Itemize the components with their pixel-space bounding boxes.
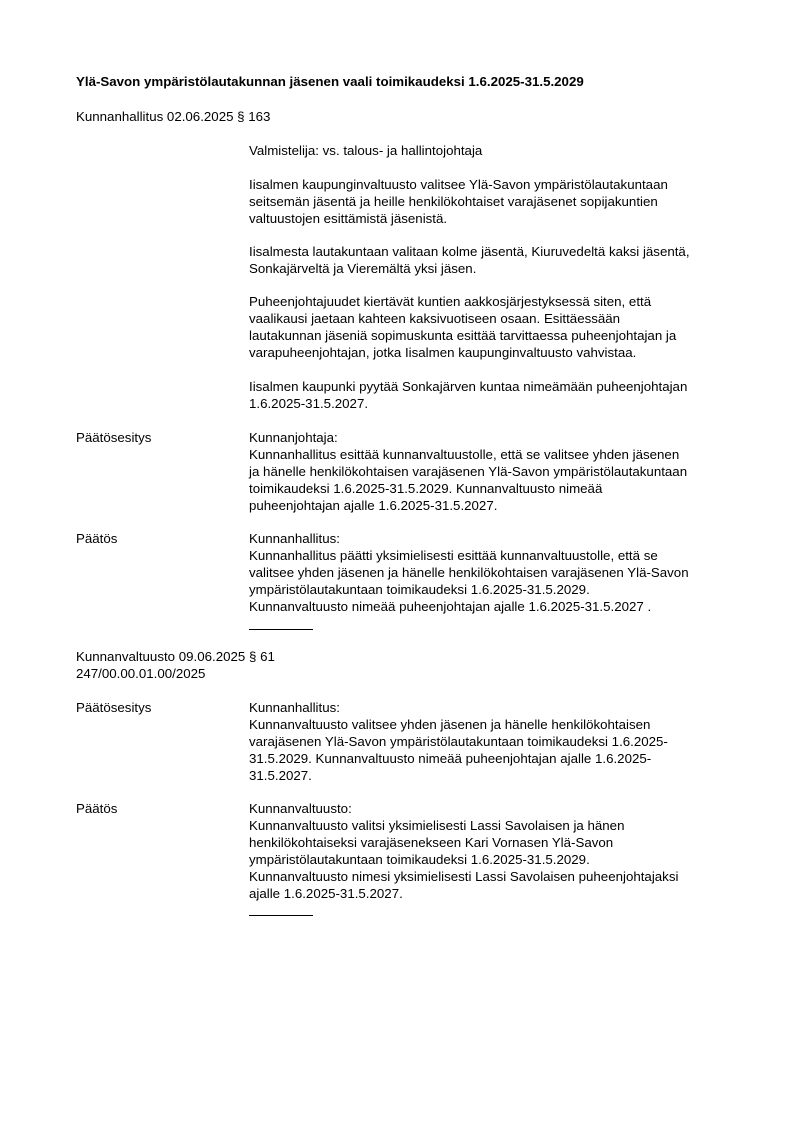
diary-number: 247/00.00.01.00/2025: [76, 666, 206, 681]
proposal-line: puheenjohtajan ajalle 1.6.2025-31.5.2027.: [249, 498, 498, 513]
decision-board: [249, 530, 739, 615]
decision-line: Kunnanvaltuusto nimesi yksimielisesti Lassi Savolaisen puheenjohtajaksi: [249, 869, 679, 884]
paragraph-line: vaalikausi jaetaan kahteen kaksivuotiseen osaan. Esittäessään: [249, 311, 621, 326]
decision-label-board: Päätös: [76, 531, 118, 546]
decision-line: ajalle 1.6.2025-31.5.2027.: [249, 886, 403, 901]
paragraph-2: [249, 243, 739, 277]
proposal-board: [249, 429, 739, 514]
preparer-line: [249, 142, 739, 159]
paragraph-line: Iisalmen kaupunki pyytää Sonkajärven kuntaa nimeämään puheenjohtajan: [249, 379, 688, 394]
paragraph-line: Sonkajärveltä ja Vieremältä yksi jäsen.: [249, 261, 477, 276]
decision-council: [249, 800, 739, 902]
proposal-line: Kunnanvaltuusto valitsee yhden jäsenen ja hänelle henkilökohtaisen: [249, 717, 651, 732]
paragraph-4: [249, 378, 739, 412]
paragraph-line: seitsemän jäsentä ja heille henkilökohtaiset varajäsenet sopijakuntien: [249, 194, 658, 209]
proposal-council: [249, 699, 739, 784]
paragraph-line: Iisalmen kaupunginvaltuusto valitsee Ylä-Savon ympäristölautakuntaan: [249, 177, 668, 192]
decision-line: henkilökohtaiseksi varajäsenekseen Kari Vornasen Ylä-Savon: [249, 835, 614, 850]
paragraph-line: Iisalmesta lautakuntaan valitaan kolme jäsentä, Kiuruvedeltä kaksi jäsentä,: [249, 244, 690, 259]
decision-line: Kunnanvaltuusto valitsi yksimielisesti Lassi Savolaisen ja hänen: [249, 818, 625, 833]
proposal-label-board: Päätösesitys: [76, 430, 152, 445]
paragraph-1: [249, 176, 739, 227]
decision-line: Kunnanvaltuusto nimeää puheenjohtajan ajalle 1.6.2025-31.5.2027 .: [249, 599, 652, 614]
meeting-header-council: Kunnanvaltuusto 09.06.2025 § 61: [76, 649, 275, 664]
proposal-line: Kunnanhallitus esittää kunnanvaltuustolle, että se valitsee yhden jäsenen: [249, 447, 680, 462]
proposal-line: Kunnanhallitus:: [249, 700, 340, 715]
paragraph-line: varapuheenjohtajan, jotka Iisalmen kaupunginvaltuusto vahvistaa.: [249, 345, 637, 360]
paragraph-line: lautakunnan jäseniä sopimuskunta esittää tarvittaessa puheenjohtajan ja: [249, 328, 677, 343]
proposal-line: ja hänelle henkilökohtaisen varajäsenen Ylä-Savon ympäristölautakuntaan: [249, 464, 688, 479]
decision-line: ympäristölautakuntaan toimikaudeksi 1.6.2025-31.5.2029.: [249, 582, 590, 597]
proposal-line: 31.5.2029. Kunnanvaltuusto nimeää puheenjohtajan ajalle 1.6.2025-: [249, 751, 652, 766]
paragraph-line: 1.6.2025-31.5.2027.: [249, 396, 369, 411]
proposal-line: toimikaudeksi 1.6.2025-31.5.2029. Kunnanvaltuusto nimeää: [249, 481, 603, 496]
meeting-header-board: Kunnanhallitus 02.06.2025 § 163: [76, 109, 271, 124]
paragraph-line: Puheenjohtajuudet kiertävät kuntien aakkosjärjestyksessä siten, että: [249, 294, 652, 309]
decision-label-council: Päätös: [76, 801, 118, 816]
section-divider: [249, 629, 313, 630]
paragraph-3: [249, 293, 739, 361]
decision-line: Kunnanhallitus päätti yksimielisesti esittää kunnanvaltuustolle, että se: [249, 548, 658, 563]
document-title: Ylä-Savon ympäristölautakunnan jäsenen vaali toimikaudeksi 1.6.2025-31.5.2029: [76, 74, 584, 89]
decision-line: Kunnanvaltuusto:: [249, 801, 352, 816]
decision-line: ympäristölautakuntaan toimikaudeksi 1.6.2025-31.5.2029.: [249, 852, 590, 867]
decision-line: valitsee yhden jäsenen ja hänelle henkilökohtaisen varajäsenen Ylä-Savon: [249, 565, 689, 580]
proposal-line: 31.5.2027.: [249, 768, 312, 783]
proposal-line: Kunnanjohtaja:: [249, 430, 338, 445]
section-divider: [249, 915, 313, 916]
decision-line: Kunnanhallitus:: [249, 531, 340, 546]
paragraph-line: valtuustojen esittämistä jäsenistä.: [249, 211, 448, 226]
proposal-line: varajäsenen Ylä-Savon ympäristölautakuntaan toimikaudeksi 1.6.2025-: [249, 734, 668, 749]
proposal-label-council: Päätösesitys: [76, 700, 152, 715]
preparer-text: Valmistelija: vs. talous- ja hallintojohtaja: [249, 143, 483, 158]
